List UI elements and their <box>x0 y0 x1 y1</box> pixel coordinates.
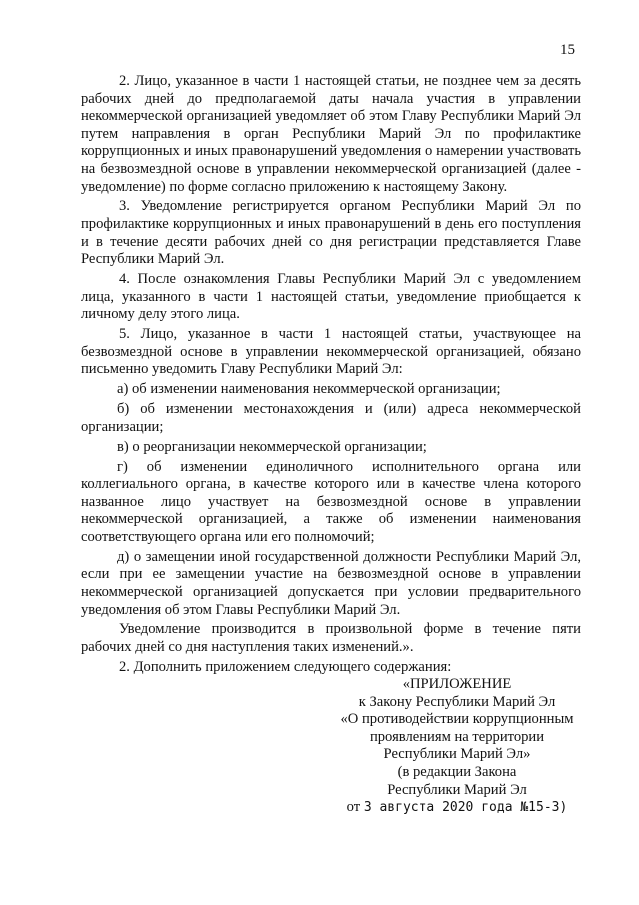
appendix-line: к Закону Республики Марий Эл <box>358 693 556 710</box>
appendix-date-line <box>330 799 584 817</box>
appendix-date-prefix: от <box>346 799 361 816</box>
appendix-line: проявлениям на территории <box>369 728 545 745</box>
document-body <box>81 73 581 679</box>
list-item-g: г) об изменении единоличного исполнительного органа или коллегиального органа, в качестве которого или в качестве члена которого названное лицо участвует на безвозмездной основе в управлении некоммерческой организацией, а также об изменении наименования соответствующего органа или его полномочий; <box>81 458 581 545</box>
paragraph-part-3: 3. Уведомление регистрируется органом Республики Марий Эл по профилактике коррупционных и иных правонарушений в день его поступления и в течение десяти рабочих дней со дня регистрации представляется Главе Республики Марий Эл. <box>81 198 581 268</box>
list-item-a: а) об изменении наименования некоммерческой организации; <box>117 381 501 398</box>
list-item-v: в) о реорганизации некоммерческой организации; <box>117 438 427 455</box>
paragraph-part-2: 2. Лицо, указанное в части 1 настоящей статьи, не позднее чем за десять рабочих дней до предполагаемой даты начала участия в управлении некоммерческой организацией уведомляет об этом Главу Республики Марий Эл путем направления в орган Республики Марий Эл по профилактике коррупционных и иных правонарушений уведомления о намерении участвовать на безвозмездной основе в управлении некоммерческой организацией (далее - уведомление) по форме согласно приложению к настоящему Закону. <box>81 73 581 195</box>
page-number: 15 <box>560 42 575 58</box>
paragraph-part-5: 5. Лицо, указанное в части 1 настоящей статьи, участвующее на безвозмездной основе в управлении некоммерческой организацией, обязано письменно уведомить Главу Республики Марий Эл: <box>81 326 581 378</box>
list-item-b: б) об изменении местонахождения и (или) адреса некоммерческой организации; <box>81 401 581 435</box>
appendix-header <box>330 676 584 817</box>
appendix-line: «О противодействии коррупционным <box>340 711 574 728</box>
paragraph-add-appendix: 2. Дополнить приложением следующего содержания: <box>119 658 452 675</box>
appendix-date-stamp: 3 августа 2020 года №15-З) <box>363 800 568 816</box>
appendix-line: «ПРИЛОЖЕНИЕ <box>402 676 512 692</box>
paragraph-part-4: 4. После ознакомления Главы Республики Марий Эл с уведомлением лица, указанного в части 1 настоящей статьи, уведомление приобщается к личному делу этого лица. <box>81 271 581 323</box>
appendix-line: (в редакции Закона <box>397 763 517 780</box>
appendix-line: Республики Марий Эл» <box>383 746 531 763</box>
paragraph-notice-period: Уведомление производится в произвольной форме в течение пяти рабочих дней со дня наступления таких изменений.». <box>81 621 581 656</box>
list-item-d: д) о замещении иной государственной должности Республики Марий Эл, если при ее замещении участие на безвозмездной основе в управлении некоммерческой организацией допускается при условии предварительного уведомления об этом Главы Республики Марий Эл. <box>81 548 581 618</box>
appendix-line: Республики Марий Эл <box>387 781 527 798</box>
